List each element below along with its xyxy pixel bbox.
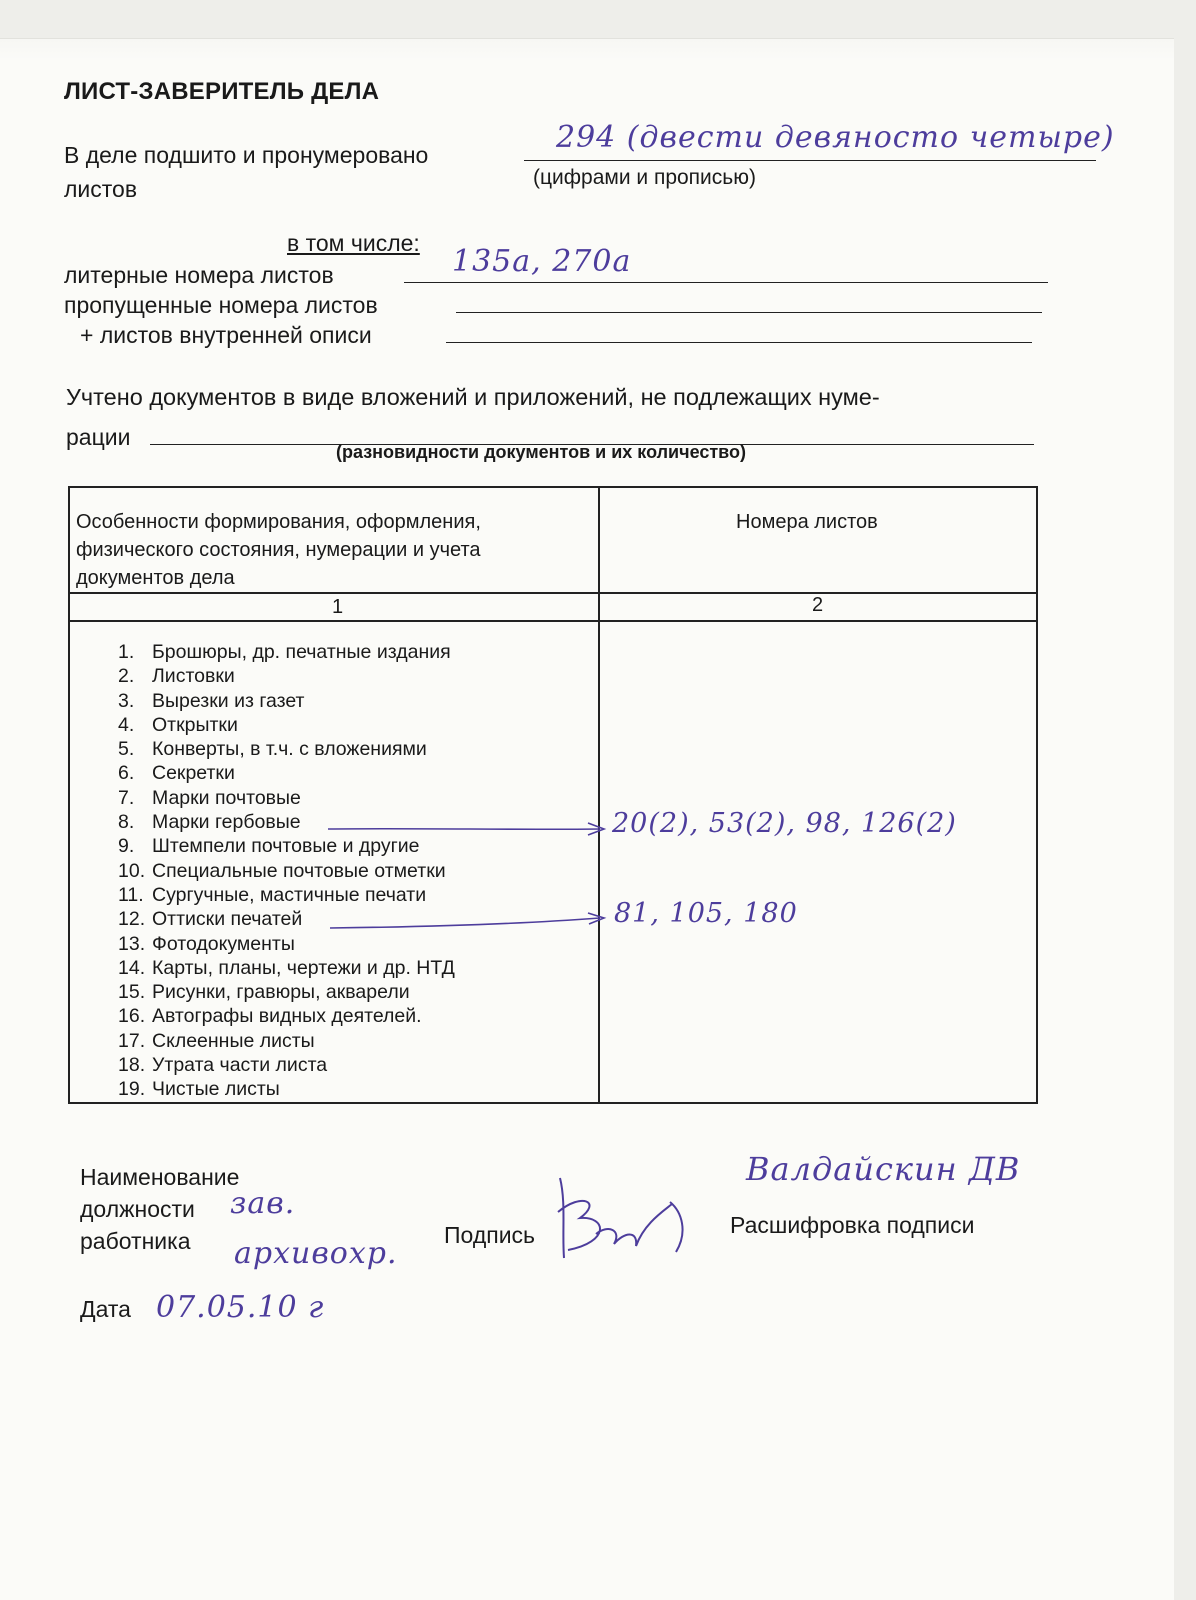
decoding-value: Валдайскин ДВ — [746, 1150, 1021, 1188]
table-col2-number: 2 — [812, 594, 824, 616]
sewn-label-sheets: листов — [64, 176, 138, 202]
list-item: 8. Марки гербовые — [118, 811, 301, 834]
letter-numbers-value: 135а, 270а — [452, 244, 632, 279]
letter-numbers-label: литерные номера листов — [64, 262, 334, 288]
date-value: 07.05.10 г — [156, 1290, 325, 1325]
document-title: ЛИСТ-ЗАВЕРИТЕЛЬ ДЕЛА — [64, 78, 380, 105]
sewn-hint: (цифрами и прописью) — [533, 166, 756, 189]
position-value-line2: архивохр. — [234, 1236, 398, 1271]
list-item: 1. Брошюры, др. печатные издания — [118, 641, 451, 663]
list-item: 9. Штемпели почтовые и другие — [118, 835, 420, 858]
list-item: 4. Открытки — [118, 713, 238, 736]
list-item: 17. Склеенные листы — [118, 1029, 315, 1052]
table-col1-number: 1 — [332, 596, 344, 618]
sewn-handwritten-value: 294 (двести девяносто четыре) — [556, 120, 1115, 155]
list-item: 7. Марки почтовые — [118, 786, 301, 809]
sewn-label: В деле подшито и пронумеровано — [64, 142, 429, 168]
signature-label: Подпись — [444, 1222, 536, 1248]
list-item: 13. Фотодокументы — [118, 932, 295, 955]
decoding-label: Расшифровка подписи — [730, 1212, 975, 1238]
list-item: 3. Вырезки из газет — [118, 689, 305, 712]
skipped-numbers-label: пропущенные номера листов — [64, 292, 378, 318]
position-label-line1: Наименование — [80, 1164, 240, 1190]
attachments-hint: (разновидности документов и их количество) — [336, 442, 746, 462]
seals-sheet-numbers: 81, 105, 180 — [614, 898, 798, 929]
date-label: Дата — [80, 1296, 131, 1322]
list-item: 11. Сургучные, мастичные печати — [118, 883, 427, 906]
list-item: 18. Утрата части листа — [118, 1054, 328, 1077]
position-value-line1: зав. — [230, 1186, 296, 1221]
list-item: 2. Листовки — [118, 665, 235, 688]
stamps-sheet-numbers: 20(2), 53(2), 98, 126(2) — [612, 808, 957, 839]
attachments-text: Учтено документов в виде вложений и приложений, не подлежащих нуме- — [66, 384, 880, 410]
including-heading: в том числе: — [287, 230, 420, 256]
list-item: 14. Карты, планы, чертежи и др. НТД — [118, 956, 455, 979]
position-label-line2: должности — [80, 1196, 195, 1222]
inner-inventory-label: + листов внутренней описи — [80, 322, 372, 348]
attachments-text-cont: рации — [66, 424, 131, 450]
table-col2-header: Номера листов — [736, 511, 878, 533]
table-col1-header-line3: документов дела — [76, 567, 235, 589]
table-col1-header-line1: Особенности формирования, оформления, — [76, 511, 481, 533]
list-item: 16. Автографы видных деятелей. — [118, 1005, 422, 1028]
list-item: 12. Оттиски печатей — [118, 908, 303, 931]
table-col1-header-line2: физического состояния, нумерации и учета — [76, 539, 481, 561]
list-item: 19. Чистые листы — [118, 1078, 280, 1101]
signature-mark — [552, 1172, 712, 1272]
position-label-line3: работника — [80, 1228, 191, 1254]
list-item: 10. Специальные почтовые отметки — [118, 859, 446, 882]
list-item: 15. Рисунки, гравюры, акварели — [118, 981, 410, 1004]
list-item: 6. Секретки — [118, 762, 235, 785]
list-item: 5. Конверты, в т.ч. с вложениями — [118, 738, 427, 761]
